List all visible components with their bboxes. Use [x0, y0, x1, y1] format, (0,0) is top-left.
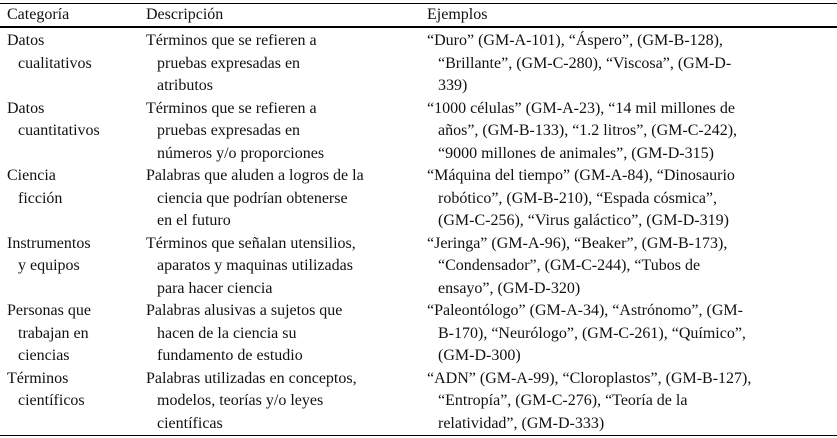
cell-line: científicas [157, 414, 223, 432]
table-row [0, 165, 837, 233]
cell-line: “Condensador”, (GM-C-244), “Tubos de [438, 257, 701, 274]
cell-line: “ADN” (GM-A-99), “Cloroplastos”, (GM-B-127), [427, 369, 752, 387]
cell-line: Datos [7, 99, 45, 117]
cell-line: Palabras alusivas a sujetos que [146, 302, 343, 319]
description-cell [146, 233, 427, 301]
cell-line: relatividad”, (GM-D-333) [438, 414, 605, 432]
cell-line: Términos [7, 369, 69, 387]
cell-line: Términos que se refieren a [146, 32, 317, 49]
table-row [0, 30, 837, 98]
category-cell [0, 300, 146, 368]
description-cell [146, 300, 427, 368]
cell-line: “9000 millones de animales”, (GM-D-315) [438, 144, 714, 162]
cell-line: Términos que se refieren a [146, 99, 317, 117]
header-ejemplos: Ejemplos [427, 6, 488, 23]
cell-line: ensayo”, (GM-D-320) [438, 279, 581, 297]
cell-line: “Máquina del tiempo” (GM-A-84), “Dinosaurio [427, 167, 735, 184]
table-row [0, 368, 837, 436]
categories-table [0, 3, 837, 436]
category-cell [0, 368, 146, 436]
cell-line: Instrumentos [7, 234, 91, 252]
description-cell [146, 368, 427, 436]
cell-line: años”, (GM-B-133), “1.2 litros”, (GM-C-242), [438, 122, 738, 139]
cell-line: cuantitativos [18, 122, 100, 139]
cell-line: para hacer ciencia [157, 279, 273, 297]
cell-line: modelos, teorías y/o leyes [157, 392, 324, 409]
cell-line: atributos [157, 77, 213, 94]
category-cell [0, 233, 146, 301]
table-row [0, 300, 837, 368]
cell-line: pruebas expresadas en [157, 122, 301, 139]
table-header [0, 4, 837, 28]
cell-line: robótico”, (GM-B-210), “Espada cósmica”, [438, 189, 718, 207]
cell-line: B-170), “Neurólogo”, (GM-C-261), “Químico”, [438, 324, 746, 342]
cell-line: números y/o proporciones [157, 144, 325, 162]
examples-cell [427, 300, 837, 368]
examples-cell [427, 30, 837, 98]
cell-line: Palabras que aluden a logros de la [146, 167, 364, 184]
cell-line: y equipos [18, 257, 80, 274]
cell-line: ciencia que podrían obtenerse [157, 189, 348, 207]
cell-line: cualitativos [18, 54, 92, 72]
cell-line: hacen de la ciencia su [157, 324, 297, 342]
cell-line: “Brillante”, (GM-C-280), “Viscosa”, (GM-D- [438, 54, 732, 72]
cell-line: Personas que [7, 302, 91, 319]
header-categoria: Categoría [7, 6, 70, 23]
cell-line: “Paleontólogo” (GM-A-34), “Astrónomo”, (GM- [427, 302, 743, 319]
cell-line: ciencias [18, 347, 70, 364]
cell-line: (GM-C-256), “Virus galáctico”, (GM-D-319) [438, 212, 729, 229]
cell-line: pruebas expresadas en [157, 54, 301, 72]
description-cell [146, 165, 427, 233]
category-cell [0, 30, 146, 98]
examples-cell [427, 368, 837, 436]
cell-line: fundamento de estudio [157, 347, 303, 364]
table-row [0, 98, 837, 166]
cell-line: Términos que señalan utensilios, [146, 234, 356, 252]
examples-cell [427, 233, 837, 301]
cell-line: “1000 células” (GM-A-23), “14 mil millones de [427, 99, 735, 117]
cell-line: “Duro” (GM-A-101), “Áspero”, (GM-B-128), [427, 32, 723, 49]
cell-line: Datos [7, 32, 45, 49]
cell-line: ficción [18, 189, 63, 207]
cell-line: aparatos y maquinas utilizadas [157, 257, 353, 274]
cell-line: (GM-D-300) [438, 347, 521, 364]
cell-line: científicos [18, 392, 85, 409]
cell-line: “Jeringa” (GM-A-96), “Beaker”, (GM-B-173), [427, 234, 728, 252]
cell-line: trabajan en [18, 324, 89, 342]
category-cell [0, 98, 146, 166]
cell-line: Ciencia [7, 167, 56, 184]
description-cell [146, 30, 427, 98]
cell-line: 339) [438, 77, 468, 94]
examples-cell [427, 98, 837, 166]
table-body [0, 28, 837, 435]
examples-cell [427, 165, 837, 233]
cell-line: “Entropía”, (GM-C-276), “Teoría de la [438, 392, 688, 409]
description-cell [146, 98, 427, 166]
category-cell [0, 165, 146, 233]
header-descripcion: Descripción [146, 6, 224, 23]
table-row [0, 233, 837, 301]
cell-line: en el futuro [157, 212, 231, 229]
cell-line: Palabras utilizadas en conceptos, [146, 369, 357, 387]
